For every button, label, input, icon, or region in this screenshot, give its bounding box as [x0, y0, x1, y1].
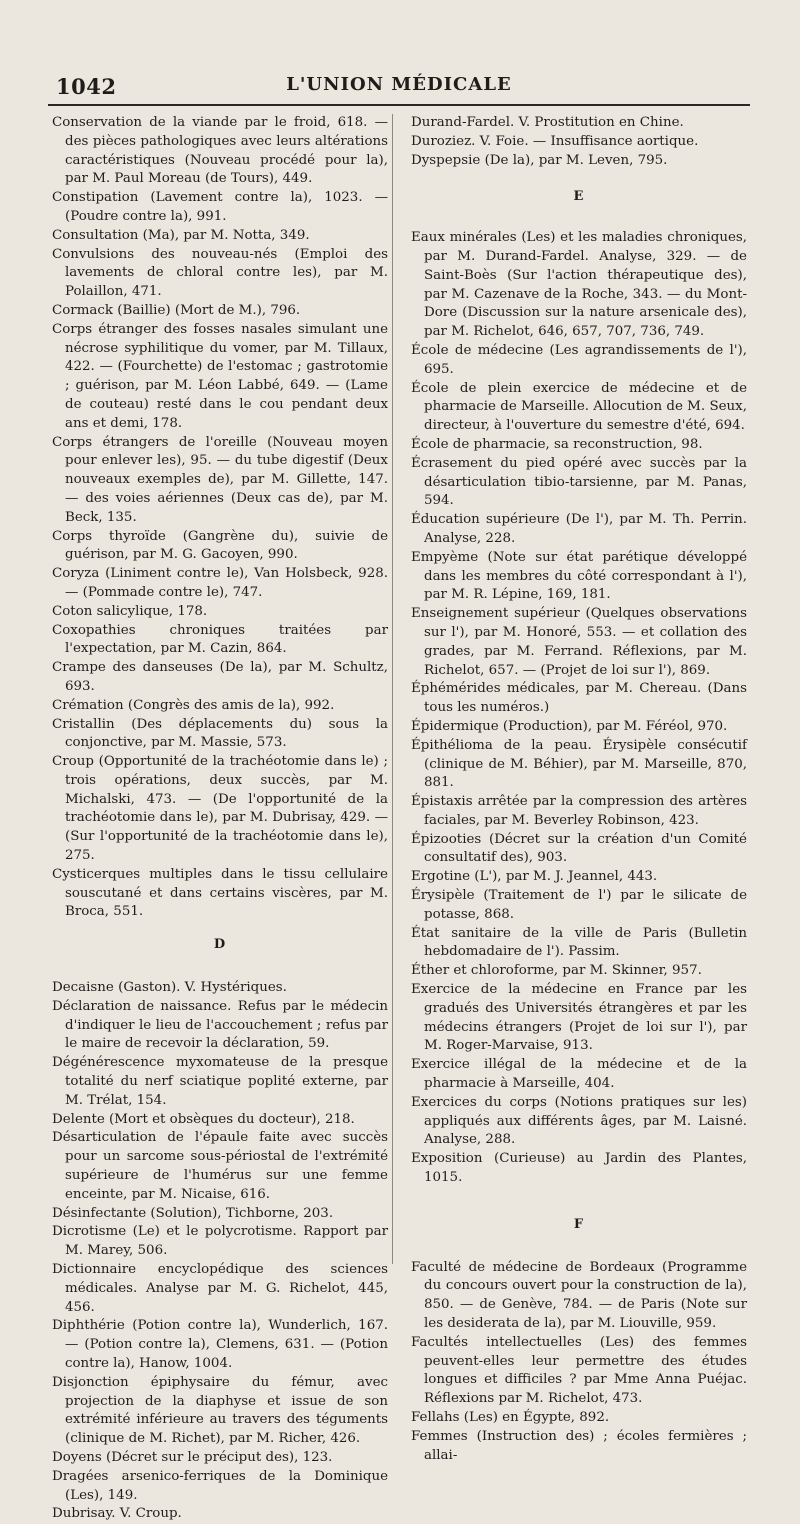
index-entry: Eaux minérales (Les) et les maladies chroniques, par M. Durand-Fardel. Analyse, 329. — de Saint-Boès (Sur l'action thérapeutique des), par M. Cazenave de la Roche, 343. — du Mont-Dore (Discussion sur la nature arsenicale des), par M. Richelot, 646, 657, 707, 736, 749.: [411, 230, 747, 340]
index-entry: Exercices du corps (Notions pratiques sur les) appliqués aux différents âges, par M. Laisné. Analyse, 288.: [411, 1094, 747, 1148]
index-entry: Exercice de la médecine en France par les gradués des Universités étrangères et par les médecins étrangers (Projet de loi sur l'), par M. Roger-Marvaise, 913.: [411, 982, 747, 1054]
index-entry: Épizooties (Décret sur la création d'un Comité consultatif des), 903.: [411, 831, 747, 866]
index-entries-c: [52, 114, 388, 922]
index-entry: Éphémérides médicales, par M. Chereau. (Dans tous les numéros.): [411, 681, 747, 716]
index-entry: Corps thyroïde (Gangrène du), suivie de guérison, par M. G. Gacoyen, 990.: [52, 528, 388, 563]
index-entries-d: [52, 979, 388, 1524]
index-entries-d-continued: [411, 114, 747, 170]
index-entry: Convulsions des nouveau-nés (Emploi des lavements de chloral contre les), par M. Polaillon, 471.: [52, 246, 388, 300]
index-entries-e: [411, 229, 747, 1188]
index-entry: Coryza (Liniment contre le), Van Holsbeck, 928. — (Pommade contre le), 747.: [52, 566, 388, 600]
index-entry: Exercice illégal de la médecine et de la pharmacie à Marseille, 404.: [411, 1057, 747, 1092]
index-entry: Ergotine (L'), par M. J. Jeannel, 443.: [411, 869, 658, 885]
index-entry: Dégénérescence myxomateuse de la presque totalité du nerf sciatique poplité externe, par M. Trélat, 154.: [52, 1055, 388, 1108]
index-entry: Coton salicylique, 178.: [52, 603, 208, 619]
index-entry: Épithélioma de la peau. Érysipèle consécutif (clinique de M. Béhier), par M. Marseille, 870, 881.: [411, 737, 747, 791]
index-entry: Fellahs (Les) en Égypte, 892.: [411, 1410, 610, 1425]
index-entry: Corps étranger des fosses nasales simulant une nécrose syphilitique du vomer, par M. Tillaux, 422. — (Fourchette) de l'estomac ; gastrotomie ; guérison, par M. Léon Labbé, 649. — (Lame de couteau) resté dans le cou pendant deux ans et demi, 178.: [52, 321, 388, 431]
index-entry: Constipation (Lavement contre la), 1023. — (Poudre contre la), 991.: [52, 190, 388, 224]
index-entry: Désinfectante (Solution), Tichborne, 203.: [52, 1205, 334, 1221]
index-entry: Durand-Fardel. V. Prostitution en Chine.: [411, 115, 684, 130]
index-entry: Érysipèle (Traitement de l') par le silicate de potasse, 868.: [411, 888, 747, 922]
index-entry: Cormack (Baillie) (Mort de M.), 796.: [52, 302, 301, 318]
index-entry: Cysticerques multiples dans le tissu cellulaire souscutané et dans certains viscères, par M. Broca, 551.: [52, 866, 388, 920]
left-column: [52, 114, 388, 1524]
index-entry: Decaisne (Gaston). V. Hystériques.: [52, 980, 287, 996]
journal-title: L'UNION MÉDICALE: [286, 74, 512, 95]
index-entry: Disjonction épiphysaire du fémur, avec projection de la diaphyse et issue de son extrémité inférieure au travers des téguments (clinique de M. Richet), par M. Richer, 426.: [52, 1374, 388, 1447]
index-entry: Éducation supérieure (De l'), par M. Th. Perrin. Analyse, 228.: [411, 512, 747, 546]
index-entry: Épidermique (Production), par M. Féréol, 970.: [411, 718, 728, 734]
index-entry: Exposition (Curieuse) au Jardin des Plantes, 1015.: [411, 1151, 747, 1186]
index-entry: Dictionnaire encyclopédique des sciences médicales. Analyse par M. G. Richelot, 445, 456.: [52, 1262, 388, 1315]
index-entry: École de médecine (Les agrandissements de l'), 695.: [411, 342, 747, 377]
section-letter-d: D: [213, 937, 227, 953]
index-entry: Déclaration de naissance. Refus par le médecin d'indiquer le lieu de l'accouchement ; refus par le maire de recevoir la déclaration, 59.: [52, 998, 388, 1052]
index-entry: Dubrisay. V. Croup.: [52, 1506, 182, 1522]
page-number: 1042: [56, 74, 117, 99]
page-header: [48, 68, 750, 106]
index-entry: École de pharmacie, sa reconstruction, 98.: [411, 436, 703, 452]
index-entry: Consultation (Ma), par M. Notta, 349.: [52, 227, 310, 243]
index-entry: Crampe des danseuses (De la), par M. Schultz, 693.: [52, 660, 388, 694]
index-entry: Dragées arsenico-ferriques de la Dominique (Les), 149.: [52, 1468, 388, 1503]
index-entry: Corps étrangers de l'oreille (Nouveau moyen pour enlever les), 95. — du tube digestif (Deux nouveaux exemples de), par M. Gillette, 147. — des voies aériennes (Deux cas de), par M. Beck, 135.: [52, 434, 388, 525]
index-entry: Croup (Opportunité de la trachéotomie dans le) ; trois opérations, deux succès, par M. Michalski, 473. — (De l'opportunité de la trachéotomie dans le), par M. Dubrisay, 429. — (Sur l'opportunité de la trachéotomie dans le), 275.: [52, 754, 388, 864]
index-entry: Empyème (Note sur état parétique développé dans les membres du côté correspondant à l'), par M. R. Lépine, 169, 181.: [411, 549, 747, 603]
index-entry: Désarticulation de l'épaule faite avec succès pour un sarcome sous-périostal de l'extrémité supérieure de l'humérus sur une femme enceinte, par M. Nicaise, 616.: [52, 1130, 388, 1202]
index-entries-f: [411, 1259, 747, 1466]
index-entry: Cristallin (Des déplacements du) sous la conjonctive, par M. Massie, 573.: [52, 716, 388, 751]
index-entry: Coxopathies chroniques traitées par l'expectation, par M. Cazin, 864.: [52, 622, 388, 657]
index-entry: Duroziez. V. Foie. — Insuffisance aortique.: [411, 133, 699, 149]
index-entry: État sanitaire de la ville de Paris (Bulletin hebdomadaire de l'). Passim.: [411, 925, 747, 960]
section-letter-f: F: [573, 1216, 585, 1232]
index-entry: Facultés intellectuelles (Les) des femmes peuvent-elles leur permettre des études longues et difficiles ? par Mme Anna Puéjac. Réflexions par M. Richelot, 473.: [411, 1334, 747, 1407]
index-entry: École de plein exercice de médecine et de pharmacie de Marseille. Allocution de M. Seux, directeur, à l'ouverture du semestre d'été, 694.: [411, 380, 747, 434]
index-entry: Delente (Mort et obsèques du docteur), 218.: [52, 1111, 355, 1127]
index-entry: Faculté de médecine de Bordeaux (Programme du concours ouvert pour la construction de la), 850. — de Genève, 784. — de Paris (Note sur les desiderata de la), par M. Liouville, 959.: [411, 1259, 747, 1332]
index-entry: Conservation de la viande par le froid, 618. — des pièces pathologiques avec leurs altérations caractéristiques (Nouveau procédé pour la), par M. Paul Moreau (de Tours), 449.: [52, 115, 388, 187]
index-entry: Femmes (Instruction des) ; écoles fermières ; allai-: [411, 1428, 747, 1463]
index-entry: Écrasement du pied opéré avec succès par la désarticulation tibio-tarsienne, par M. Panas, 594.: [411, 455, 747, 509]
right-column: [411, 114, 747, 1465]
index-entry: Doyens (Décret sur le préciput des), 123.: [52, 1449, 333, 1465]
column-divider: [392, 114, 393, 1264]
index-entry: Dyspepsie (De la), par M. Leven, 795.: [411, 152, 668, 168]
index-entry: Diphthérie (Potion contre la), Wunderlich, 167. — (Potion contre la), Clemens, 631. — (Potion contre la), Hanow, 1004.: [52, 1318, 388, 1371]
index-entry: Crémation (Congrès des amis de la), 992.: [52, 697, 335, 713]
index-entry: Dicrotisme (Le) et le polycrotisme. Rapport par M. Marey, 506.: [52, 1224, 388, 1259]
index-entry: Épistaxis arrêtée par la compression des artères faciales, par M. Beverley Robinson, 423.: [411, 794, 747, 828]
index-entry: Enseignement supérieur (Quelques observations sur l'), par M. Honoré, 553. — et collation des grades, par M. Ferrand. Réflexions, par M. Richelot, 657. — (Projet de loi sur l'), 869.: [411, 606, 747, 678]
index-entry: Éther et chloroforme, par M. Skinner, 957.: [411, 963, 702, 979]
section-letter-e: E: [573, 189, 585, 205]
